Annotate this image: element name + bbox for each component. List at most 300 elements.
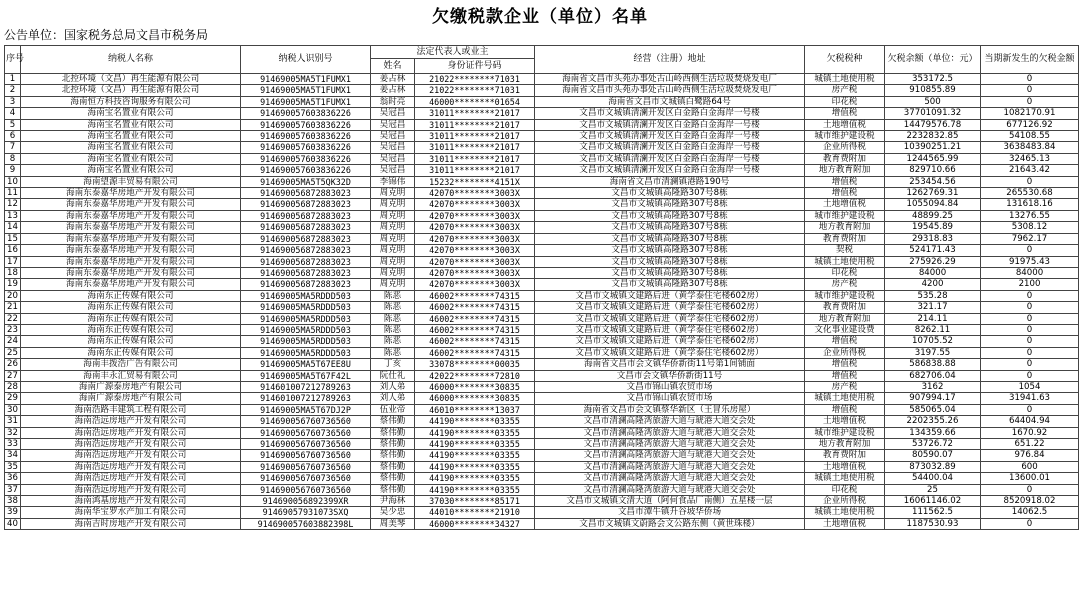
cell-new-balance: 600	[981, 461, 1079, 472]
cell-name: 海南宝名置业有限公司	[21, 108, 241, 119]
cell-rep-id: 42070********3003X	[415, 188, 535, 199]
cell-name: 海南浩远房地产开发有限公司	[21, 427, 241, 438]
cell-address: 文昌市锦山镇农贸市场	[535, 393, 805, 404]
cell-rep-id: 46000********30835	[415, 393, 535, 404]
cell-rep-id: 46002********74315	[415, 324, 535, 335]
cell-tax-type: 契税	[805, 245, 885, 256]
cell-rep-id: 15232********4151X	[415, 176, 535, 187]
cell-taxid: 91469005MA5RDDD503	[241, 313, 371, 324]
cell-seq: 3	[5, 96, 21, 107]
cell-tax-type: 土地增值税	[805, 199, 885, 210]
cell-seq: 34	[5, 450, 21, 461]
cell-seq: 13	[5, 210, 21, 221]
cell-address: 文昌市潭牛镇升谷坡华侨场	[535, 507, 805, 518]
table-row	[5, 245, 1079, 256]
cell-balance: 84000	[885, 267, 981, 278]
cell-rep-id: 44190********03355	[415, 450, 535, 461]
cell-taxid: 914690056872883023	[241, 245, 371, 256]
cell-address: 文昌市文城镇高隆路307号8栋	[535, 210, 805, 221]
cell-new-balance: 13600.01	[981, 473, 1079, 484]
cell-new-balance: 0	[981, 404, 1079, 415]
cell-taxid: 914690056760736560	[241, 427, 371, 438]
header-rep-group: 法定代表人或业主	[371, 46, 535, 59]
cell-tax-type: 土地增值税	[805, 119, 885, 130]
cell-taxid: 91469005MA5T67EE8U	[241, 359, 371, 370]
cell-name: 海南浩远房地产开发有限公司	[21, 450, 241, 461]
cell-address: 文昌市文城镇高隆路307号8栋	[535, 233, 805, 244]
cell-seq: 36	[5, 473, 21, 484]
header-name: 纳税人名称	[21, 46, 241, 74]
cell-rep-id: 46002********74315	[415, 313, 535, 324]
cell-new-balance: 14062.5	[981, 507, 1079, 518]
cell-taxid: 914690057603836226	[241, 108, 371, 119]
cell-name: 海南吉时房地产开发有限公司	[21, 518, 241, 529]
cell-name: 海南东泰嘉华房地产开发有限公司	[21, 222, 241, 233]
table-row	[5, 450, 1079, 461]
cell-tax-type: 城市维护建设税	[805, 131, 885, 142]
cell-seq: 29	[5, 393, 21, 404]
cell-taxid: 914601007212789263	[241, 393, 371, 404]
cell-tax-type: 城镇土地使用税	[805, 507, 885, 518]
cell-rep-name: 陈恶	[371, 313, 415, 324]
cell-address: 文昌市锦山镇农贸市场	[535, 381, 805, 392]
cell-tax-type: 企业所得税	[805, 496, 885, 507]
cell-tax-type: 企业所得税	[805, 142, 885, 153]
table-row	[5, 210, 1079, 221]
table-row	[5, 74, 1079, 85]
cell-name: 海南东泰嘉华房地产开发有限公司	[21, 256, 241, 267]
table-row	[5, 302, 1079, 313]
cell-tax-type: 企业所得税	[805, 347, 885, 358]
cell-new-balance: 0	[981, 324, 1079, 335]
cell-taxid: 914690056872883023	[241, 256, 371, 267]
cell-address: 文昌市文城镇高隆路307号8栋	[535, 245, 805, 256]
table-row	[5, 496, 1079, 507]
cell-address: 海南省文昌市文城镇白鹭路64号	[535, 96, 805, 107]
cell-rep-name: 吴冠昌	[371, 165, 415, 176]
cell-address: 文昌市文城镇清澜开发区白金路白金海岸一号楼	[535, 108, 805, 119]
cell-seq: 10	[5, 176, 21, 187]
cell-rep-id: 44190********03355	[415, 484, 535, 495]
cell-name: 海南宝名置业有限公司	[21, 165, 241, 176]
cell-new-balance: 0	[981, 74, 1079, 85]
cell-address: 文昌市清澜高隆湾旅游大道与琥港大道交会处	[535, 427, 805, 438]
table-row	[5, 381, 1079, 392]
cell-seq: 37	[5, 484, 21, 495]
cell-new-balance: 0	[981, 518, 1079, 529]
cell-rep-name: 蔡伟勤	[371, 427, 415, 438]
cell-new-balance: 0	[981, 176, 1079, 187]
table-row	[5, 324, 1079, 335]
cell-rep-id: 46002********74315	[415, 302, 535, 313]
cell-balance: 907994.17	[885, 393, 981, 404]
cell-tax-type: 增值税	[805, 404, 885, 415]
cell-rep-id: 42070********3003X	[415, 267, 535, 278]
cell-seq: 8	[5, 153, 21, 164]
cell-address: 文昌市清澜高隆湾旅游大道与琥港大道交会处	[535, 450, 805, 461]
table-row	[5, 416, 1079, 427]
cell-rep-name: 刘人弟	[371, 393, 415, 404]
cell-seq: 31	[5, 416, 21, 427]
cell-tax-type: 土地增值税	[805, 518, 885, 529]
cell-taxid: 91469005MA5T1FUMX1	[241, 74, 371, 85]
cell-tax-type: 土地增值税	[805, 461, 885, 472]
cell-rep-id: 42070********3003X	[415, 233, 535, 244]
cell-name: 海南望源丰贸易有限公司	[21, 176, 241, 187]
cell-new-balance: 0	[981, 370, 1079, 381]
cell-name: 海南丰拨浩广告有限公司	[21, 359, 241, 370]
cell-rep-id: 31011********21017	[415, 165, 535, 176]
header-rep-id: 身份证件号码	[415, 59, 535, 74]
cell-balance: 10705.52	[885, 336, 981, 347]
table-row	[5, 199, 1079, 210]
cell-seq: 23	[5, 324, 21, 335]
cell-taxid: 914690057603836226	[241, 131, 371, 142]
cell-rep-id: 31011********21017	[415, 119, 535, 130]
cell-rep-id: 46000********01654	[415, 96, 535, 107]
cell-tax-type: 增值税	[805, 176, 885, 187]
cell-balance: 321.17	[885, 302, 981, 313]
cell-tax-type: 增值税	[805, 108, 885, 119]
cell-tax-type: 地方教育附加	[805, 165, 885, 176]
cell-seq: 38	[5, 496, 21, 507]
cell-new-balance: 0	[981, 290, 1079, 301]
cell-balance: 585065.04	[885, 404, 981, 415]
cell-balance: 253454.56	[885, 176, 981, 187]
cell-name: 海南广源泰房地产有限公司	[21, 393, 241, 404]
cell-taxid: 91469057931073SXQ	[241, 507, 371, 518]
cell-address: 海南省文昌市头苑办事处古山岭西侧生活垃圾焚烧发电厂	[535, 74, 805, 85]
cell-address: 文昌市文城镇高隆路307号8栋	[535, 256, 805, 267]
cell-new-balance: 84000	[981, 267, 1079, 278]
cell-taxid: 91469005MA5T67DJ2P	[241, 404, 371, 415]
cell-rep-name: 尹海林	[371, 496, 415, 507]
cell-tax-type: 城市维护建设税	[805, 427, 885, 438]
cell-seq: 16	[5, 245, 21, 256]
table-row	[5, 518, 1079, 529]
cell-seq: 15	[5, 233, 21, 244]
cell-seq: 17	[5, 256, 21, 267]
cell-rep-name: 周克明	[371, 188, 415, 199]
cell-tax-type: 印花税	[805, 484, 885, 495]
table-row	[5, 188, 1079, 199]
cell-rep-name: 李锦伟	[371, 176, 415, 187]
table-row	[5, 290, 1079, 301]
cell-rep-id: 44190********03355	[415, 461, 535, 472]
table-row	[5, 336, 1079, 347]
cell-tax-type: 增值税	[805, 359, 885, 370]
table-row	[5, 267, 1079, 278]
cell-taxid: 91469005MA5RDDD503	[241, 347, 371, 358]
cell-seq: 12	[5, 199, 21, 210]
header-seq: 序号	[5, 46, 21, 74]
cell-taxid: 91469005MA5RDDD503	[241, 302, 371, 313]
cell-name: 海南东正传媒有限公司	[21, 313, 241, 324]
cell-new-balance: 1054	[981, 381, 1079, 392]
cell-rep-id: 46002********74315	[415, 336, 535, 347]
table-row	[5, 153, 1079, 164]
table-row	[5, 313, 1079, 324]
cell-rep-name: 吴冠昌	[371, 153, 415, 164]
cell-tax-type: 城镇土地使用税	[805, 256, 885, 267]
cell-balance: 14479576.78	[885, 119, 981, 130]
cell-name: 海南浩远房地产开发有限公司	[21, 416, 241, 427]
cell-balance: 214.11	[885, 313, 981, 324]
cell-taxid: 914690056760736560	[241, 450, 371, 461]
cell-new-balance: 265530.68	[981, 188, 1079, 199]
cell-address: 文昌市文城镇文蔚路会文公路东侧（黄世珠楼）	[535, 518, 805, 529]
cell-name: 海南宝名置业有限公司	[21, 119, 241, 130]
cell-seq: 11	[5, 188, 21, 199]
cell-rep-id: 31011********21017	[415, 108, 535, 119]
cell-seq: 22	[5, 313, 21, 324]
cell-address: 文昌市文城镇文建路后进（黄学泰住宅楼602房）	[535, 347, 805, 358]
cell-address: 文昌市文城镇文建路后进（黄学泰住宅楼602房）	[535, 336, 805, 347]
cell-rep-name: 陈恶	[371, 324, 415, 335]
cell-name: 海南华宝罗水产加工有限公司	[21, 507, 241, 518]
cell-rep-name: 刘人弟	[371, 381, 415, 392]
cell-name: 海南东泰嘉华房地产开发有限公司	[21, 188, 241, 199]
table-row	[5, 256, 1079, 267]
cell-taxid: 914690056872883023	[241, 210, 371, 221]
cell-balance: 353172.5	[885, 74, 981, 85]
cell-seq: 7	[5, 142, 21, 153]
cell-seq: 21	[5, 302, 21, 313]
cell-tax-type: 城市维护建设税	[805, 290, 885, 301]
cell-taxid: 914690056760736560	[241, 473, 371, 484]
cell-rep-id: 42070********3003X	[415, 222, 535, 233]
cell-seq: 28	[5, 381, 21, 392]
cell-tax-type: 地方教育附加	[805, 439, 885, 450]
cell-taxid: 914690057603836226	[241, 153, 371, 164]
cell-name: 海南东泰嘉华房地产开发有限公司	[21, 199, 241, 210]
cell-rep-id: 42070********3003X	[415, 199, 535, 210]
table-row	[5, 131, 1079, 142]
cell-rep-name: 周克明	[371, 279, 415, 290]
cell-name: 北控环境（文昌）再生能源有限公司	[21, 85, 241, 96]
cell-name: 海南宝名置业有限公司	[21, 153, 241, 164]
cell-taxid: 914690057603882398L	[241, 518, 371, 529]
cell-taxid: 914690056760736560	[241, 484, 371, 495]
cell-new-balance: 0	[981, 347, 1079, 358]
cell-rep-name: 陈恶	[371, 302, 415, 313]
cell-rep-name: 周克明	[371, 256, 415, 267]
cell-rep-name: 蔡伟勤	[371, 473, 415, 484]
cell-rep-id: 21022********71031	[415, 85, 535, 96]
cell-new-balance: 651.22	[981, 439, 1079, 450]
cell-balance: 134359.66	[885, 427, 981, 438]
cell-new-balance: 0	[981, 245, 1079, 256]
cell-balance: 500	[885, 96, 981, 107]
table-row	[5, 427, 1079, 438]
cell-name: 海南浩远房地产开发有限公司	[21, 439, 241, 450]
cell-rep-name: 周克明	[371, 245, 415, 256]
cell-taxid: 914690056872883023	[241, 279, 371, 290]
cell-new-balance: 0	[981, 96, 1079, 107]
page-title: 欠缴税款企业（单位）名单	[432, 7, 648, 27]
cell-name: 海南浩远房地产开发有限公司	[21, 484, 241, 495]
cell-rep-name: 周克明	[371, 210, 415, 221]
cell-balance: 80590.07	[885, 450, 981, 461]
cell-seq: 5	[5, 119, 21, 130]
cell-rep-name: 周克明	[371, 267, 415, 278]
cell-address: 海南省文昌市头苑办事处古山岭西侧生活垃圾焚烧发电厂	[535, 85, 805, 96]
cell-new-balance: 8520918.02	[981, 496, 1079, 507]
header-taxid: 纳税人识别号	[241, 46, 371, 74]
cell-taxid: 914601007212789263	[241, 381, 371, 392]
cell-balance: 29318.83	[885, 233, 981, 244]
cell-rep-name: 吴冠昌	[371, 142, 415, 153]
cell-rep-id: 21022********71031	[415, 74, 535, 85]
cell-balance: 2202355.26	[885, 416, 981, 427]
cell-seq: 35	[5, 461, 21, 472]
cell-rep-id: 42022********72810	[415, 370, 535, 381]
cell-seq: 24	[5, 336, 21, 347]
cell-tax-type: 城镇土地使用税	[805, 393, 885, 404]
cell-address: 文昌市文城镇高隆路307号8栋	[535, 267, 805, 278]
cell-new-balance: 54108.55	[981, 131, 1079, 142]
cell-tax-type: 增值税	[805, 336, 885, 347]
cell-taxid: 914690056872883023	[241, 199, 371, 210]
cell-taxid: 91469005MA5T5QK32D	[241, 176, 371, 187]
cell-balance: 54400.04	[885, 473, 981, 484]
cell-rep-name: 蔡伟勤	[371, 439, 415, 450]
cell-rep-name: 姜占林	[371, 74, 415, 85]
cell-rep-id: 46002********74315	[415, 347, 535, 358]
table-row	[5, 439, 1079, 450]
cell-balance: 8262.11	[885, 324, 981, 335]
table-row	[5, 507, 1079, 518]
cell-rep-id: 31011********21017	[415, 153, 535, 164]
cell-tax-type: 教育费附加	[805, 302, 885, 313]
header-address: 经营（注册）地址	[535, 46, 805, 74]
cell-address: 文昌市文城镇清澜开发区白金路白金海岸一号楼	[535, 119, 805, 130]
table-row	[5, 108, 1079, 119]
cell-tax-type: 教育费附加	[805, 450, 885, 461]
cell-seq: 33	[5, 439, 21, 450]
cell-rep-id: 42070********3003X	[415, 279, 535, 290]
cell-address: 文昌市文城镇高隆路307号8栋	[535, 188, 805, 199]
cell-address: 文昌市文城镇清澜开发区白金路白金海岸一号楼	[535, 165, 805, 176]
cell-tax-type: 文化事业建设费	[805, 324, 885, 335]
cell-new-balance: 13276.55	[981, 210, 1079, 221]
table-row	[5, 222, 1079, 233]
cell-address: 海南省文昌市会文镇蔡华新区（王冒乐房屋）	[535, 404, 805, 415]
table-row	[5, 279, 1079, 290]
cell-tax-type: 印花税	[805, 267, 885, 278]
cell-taxid: 91469005MA5RDDD503	[241, 324, 371, 335]
header-balance: 欠税余额（单位：元）	[885, 46, 981, 74]
cell-rep-name: 陈恶	[371, 347, 415, 358]
cell-address: 文昌市文城镇清澜开发区白金路白金海岸一号楼	[535, 131, 805, 142]
cell-seq: 20	[5, 290, 21, 301]
cell-rep-id: 42070********3003X	[415, 256, 535, 267]
cell-address: 文昌市文城镇文建路后进（黄学泰住宅楼602房）	[535, 324, 805, 335]
cell-new-balance: 91975.43	[981, 256, 1079, 267]
cell-balance: 111562.5	[885, 507, 981, 518]
table-row	[5, 461, 1079, 472]
cell-tax-type: 城镇土地使用税	[805, 473, 885, 484]
cell-rep-id: 44190********03355	[415, 416, 535, 427]
cell-new-balance: 1670.92	[981, 427, 1079, 438]
cell-rep-id: 44010********21910	[415, 507, 535, 518]
cell-address: 文昌市清澜高隆湾旅游大道与琥港大道交会处	[535, 416, 805, 427]
cell-seq: 4	[5, 108, 21, 119]
cell-balance: 25	[885, 484, 981, 495]
cell-taxid: 91469005MA5RDDD503	[241, 290, 371, 301]
cell-balance: 1055094.84	[885, 199, 981, 210]
cell-rep-name: 周美琴	[371, 518, 415, 529]
cell-name: 海南东泰嘉华房地产开发有限公司	[21, 233, 241, 244]
cell-taxid: 914690056892399XR	[241, 496, 371, 507]
cell-seq: 19	[5, 279, 21, 290]
cell-name: 海南东正传媒有限公司	[21, 324, 241, 335]
cell-rep-id: 46000********30835	[415, 381, 535, 392]
cell-balance: 2232832.85	[885, 131, 981, 142]
cell-taxid: 914690057603836226	[241, 165, 371, 176]
cell-rep-name: 吴少忠	[371, 507, 415, 518]
cell-name: 海南东泰嘉华房地产开发有限公司	[21, 267, 241, 278]
cell-taxid: 91469005MA5T1FUMX1	[241, 85, 371, 96]
cell-rep-id: 42070********3003X	[415, 210, 535, 221]
cell-balance: 535.28	[885, 290, 981, 301]
cell-balance: 829710.66	[885, 165, 981, 176]
cell-rep-name: 蔡伟勤	[371, 484, 415, 495]
cell-taxid: 914690056872883023	[241, 222, 371, 233]
cell-tax-type: 地方教育附加	[805, 313, 885, 324]
cell-balance: 48899.25	[885, 210, 981, 221]
cell-address: 文昌市文城镇清澜开发区白金路白金海岸一号楼	[535, 153, 805, 164]
cell-seq: 2	[5, 85, 21, 96]
cell-new-balance: 131618.16	[981, 199, 1079, 210]
table-row	[5, 484, 1079, 495]
cell-rep-name: 伍业帝	[371, 404, 415, 415]
cell-new-balance: 677126.92	[981, 119, 1079, 130]
cell-tax-type: 房产税	[805, 381, 885, 392]
cell-rep-name: 吴冠昌	[371, 108, 415, 119]
cell-seq: 25	[5, 347, 21, 358]
header-new-balance: 当期新发生的欠税金额	[981, 46, 1079, 74]
cell-balance: 3197.55	[885, 347, 981, 358]
cell-balance: 910855.89	[885, 85, 981, 96]
cell-balance: 16061146.02	[885, 496, 981, 507]
cell-tax-type: 房产税	[805, 85, 885, 96]
table-row	[5, 176, 1079, 187]
cell-balance: 4200	[885, 279, 981, 290]
cell-rep-name: 蔡伟勤	[371, 461, 415, 472]
cell-address: 文昌市文城镇高隆路307号8栋	[535, 279, 805, 290]
cell-new-balance: 2100	[981, 279, 1079, 290]
header-tax-type: 欠税税种	[805, 46, 885, 74]
table-row	[5, 404, 1079, 415]
cell-balance: 524171.43	[885, 245, 981, 256]
cell-seq: 1	[5, 74, 21, 85]
cell-name: 海南浩远房地产开发有限公司	[21, 473, 241, 484]
cell-taxid: 91469005MA5T67F42L	[241, 370, 371, 381]
cell-name: 海南东泰嘉华房地产开发有限公司	[21, 279, 241, 290]
cell-rep-id: 42070********3003X	[415, 245, 535, 256]
cell-address: 海南省文昌市清澜镇港路190号	[535, 176, 805, 187]
cell-new-balance: 0	[981, 85, 1079, 96]
cell-rep-name: 翁时亮	[371, 96, 415, 107]
cell-tax-type: 城市维护建设税	[805, 210, 885, 221]
cell-rep-id: 31011********21017	[415, 131, 535, 142]
table-row	[5, 119, 1079, 130]
cell-rep-name: 陈恶	[371, 290, 415, 301]
cell-name: 海南鸿基房地产开发有限公司	[21, 496, 241, 507]
cell-rep-name: 蔡伟勤	[371, 450, 415, 461]
cell-seq: 9	[5, 165, 21, 176]
